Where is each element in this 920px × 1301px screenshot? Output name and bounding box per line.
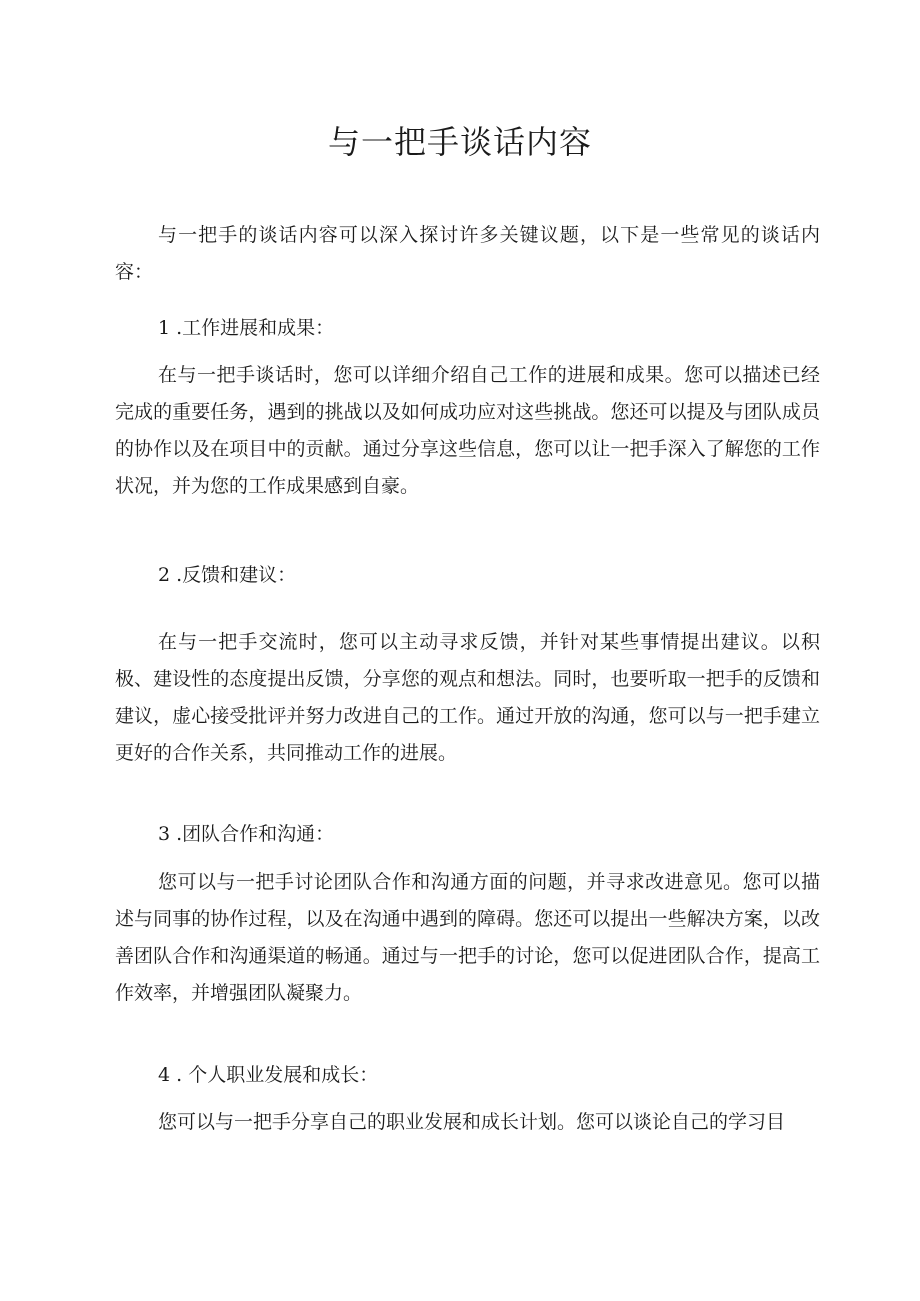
section-heading-1: 1 .工作进展和成果： [158, 317, 335, 339]
intro-paragraph: 与一把手的谈话内容可以深入探讨许多关键议题，以下是一些常见的谈话内容： [115, 224, 820, 283]
section-heading-3: 3 .团队合作和沟通： [158, 823, 335, 845]
section-paragraph-1: 在与一把手谈话时，您可以详细介绍自己工作的进展和成果。您可以描述已经完成的重要任务，遇到的挑战以及如何成功应对这些挑战。您还可以提及与团队成员的协作以及在项目中的贡献。通过分享这些信息，您可以让一把手深入了解您的工作状况，并为您的工作成果感到自豪。 [115, 364, 820, 497]
section-heading-4: 4 . 个人职业发展和成长： [158, 1064, 379, 1086]
section-paragraph-3: 您可以与一把手讨论团队合作和沟通方面的问题，并寻求改进意见。您可以描述与同事的协作过程，以及在沟通中遇到的障碍。您还可以提出一些解决方案，以改善团队合作和沟通渠道的畅通。通过与一把手的讨论，您可以促进团队合作，提高工作效率，并增强团队凝聚力。 [115, 871, 820, 1004]
section-paragraph-4: 您可以与一把手分享自己的职业发展和成长计划。您可以谈论自己的学习目 [158, 1111, 786, 1133]
section-paragraph-2: 在与一把手交流时，您可以主动寻求反馈，并针对某些事情提出建议。以积极、建设性的态度提出反馈，分享您的观点和想法。同时，也要听取一把手的反馈和建议，虚心接受批评并努力改进自己的工作。通过开放的沟通，您可以与一把手建立更好的合作关系，共同推动工作的进展。 [115, 631, 820, 764]
document-title: 与一把手谈话内容 [327, 123, 592, 161]
section-heading-2: 2 .反馈和建议： [158, 564, 297, 586]
